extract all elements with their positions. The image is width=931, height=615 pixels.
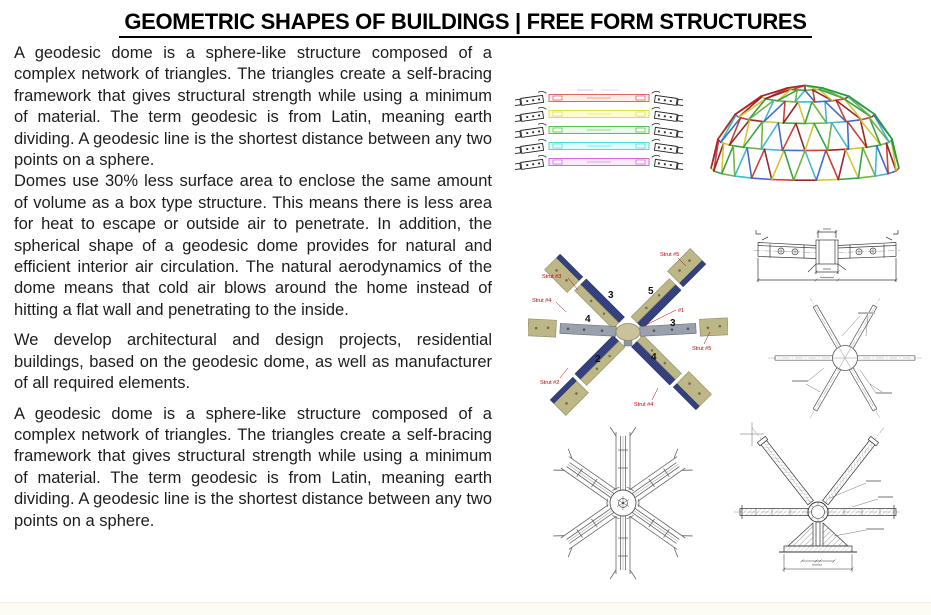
node-plan-star-svg — [542, 424, 704, 584]
strut-row-yellow — [515, 107, 683, 124]
hub-ellipse — [616, 324, 640, 341]
node-plan-star-figure — [542, 424, 704, 584]
strut-label: Strut #3 — [542, 274, 561, 280]
strut-row-cyan — [515, 139, 683, 156]
hub-connector-3d-figure — [528, 236, 728, 426]
svg-text:5: 5 — [648, 286, 654, 297]
strut-label: Strut #4 — [532, 298, 551, 304]
base-support — [779, 521, 857, 552]
strut-joint-drawing-svg — [752, 216, 902, 290]
paragraph-2: Domes use 30% less surface area to enclose the same amount of volume as a box type structure. This means there is less area for heat to escape or outside air to penetrate. In addition, the spherical shape of a geodesic dome provides for natural and efficient interior air circulation. The natural aerodynamics of the dome means that cold air blows around the home instead of hitting a flat wall and penetrating to the inside. — [14, 171, 492, 321]
strut-label: Strut #4 — [634, 402, 653, 408]
svg-text:4: 4 — [585, 314, 591, 325]
hub-connector-3d-svg — [528, 236, 728, 426]
strut-label: Strut #5 — [692, 346, 711, 352]
tiny-annotations — [812, 480, 893, 566]
content-area — [0, 36, 931, 597]
svg-text:3: 3 — [608, 290, 614, 301]
paragraph-4: A geodesic dome is a sphere-like structure composed of a complex network of triangles. The triangles create a self-bracing framework that gives structural strength while using a minimum of material. The term geodesic is from Latin, meaning earth dividing. A geodesic line is the shortest distance between any two points on a sphere. — [14, 404, 492, 532]
dome-wireframe-svg — [704, 54, 906, 186]
node-base-drawing-svg — [732, 420, 904, 586]
hub-plan-drawing-figure — [764, 296, 926, 420]
strut-row-green — [515, 123, 683, 140]
svg-text:4: 4 — [651, 352, 657, 363]
document-page — [0, 8, 931, 597]
node-base-drawing-figure — [732, 420, 904, 586]
strut-joint-drawing-figure — [752, 216, 902, 290]
strut-label: Strut #5 — [660, 252, 679, 258]
dome-wireframe-figure — [704, 54, 906, 186]
svg-text:3: 3 — [670, 318, 676, 329]
strut-label: Strut #2 — [540, 380, 559, 386]
strut-types-figure — [515, 84, 683, 176]
svg-text:2: 2 — [595, 354, 601, 365]
strut-types-svg — [515, 84, 683, 176]
page-title — [0, 8, 931, 36]
paragraph-3: We develop architectural and design projects, residential buildings, based on the geodesic dome, as well as manufacturer of all required elements. — [14, 330, 492, 394]
strut-label: #1 — [678, 308, 684, 314]
figure-panel — [492, 36, 931, 597]
hub-plan-drawing-svg — [764, 296, 926, 420]
page-title-text: GEOMETRIC SHAPES OF BUILDINGS | FREE FORM STRUCTURES — [119, 9, 811, 38]
strut-row-magenta — [515, 155, 683, 172]
bottom-strip — [0, 602, 931, 615]
strut-row-red — [515, 91, 683, 108]
article-text — [0, 36, 492, 532]
paragraph-1: A geodesic dome is a sphere-like structure composed of a complex network of triangles. The triangles create a self-bracing framework that gives structural strength while using a minimum of material. The term geodesic is from Latin, meaning earth dividing. A geodesic line is the shortest distance between any two points on a sphere. — [14, 43, 492, 171]
dimension-lines — [783, 554, 854, 572]
